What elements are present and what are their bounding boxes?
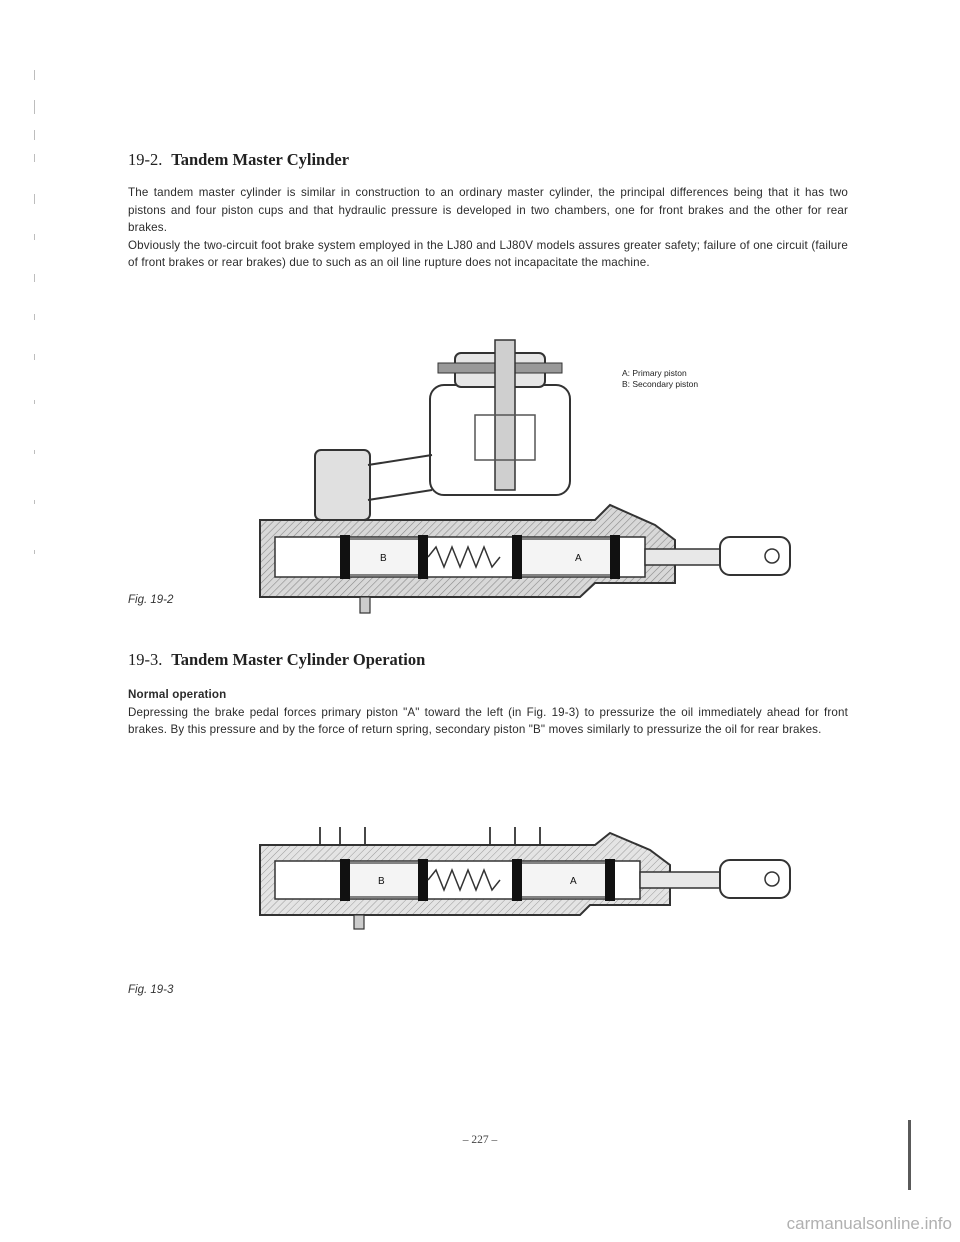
figure-19-3-label-b: B [378,876,385,887]
legend-primary-piston: A: Primary piston [622,368,687,378]
page-number: – 227 – [462,1134,498,1146]
piston-cup [418,859,428,901]
primary-piston [518,863,613,897]
section-19-3-number: 19-3. [128,650,163,669]
figure-19-3-diagram [250,815,810,940]
section-19-3-heading [128,650,425,670]
piston-cup [418,535,428,579]
section-19-2-title: Tandem Master Cylinder [171,150,350,169]
piston-cup [340,535,350,579]
primary-piston [518,539,618,575]
figure-19-2-label-b: B [380,553,387,564]
section-19-3-subheading: Normal operation [128,688,227,701]
figure-19-2-label-a: A [575,553,582,564]
binding-rule [908,1120,911,1190]
section-19-2-paragraph-1: The tandem master cylinder is similar in construction to an ordinary master cylinder, the principal differences being that it has two pistons and four piston cups and that hydraulic pressure is developed in two chambers, one for front brakes and the other for rear brakes. [128,186,848,234]
piston-cup [610,535,620,579]
legend-secondary-piston: B: Secondary piston [622,379,699,389]
section-19-3-paragraph: Depressing the brake pedal forces primary piston "A" toward the left (in Fig. 19-3) to pressurize the oil immediately ahead for front brakes. By this pressure and by the force of return spring, secondary piston "B" moves similarly to pressurize the oil for rear brakes. [128,705,848,736]
section-19-3-body [128,686,848,739]
section-19-2-heading [128,150,349,170]
section-19-3-title: Tandem Master Cylinder Operation [171,650,426,669]
piston-cup [340,859,350,901]
bleeder-screw [360,597,370,613]
section-19-2-body [128,184,848,272]
piston-cup [605,859,615,901]
piston-cup [512,859,522,901]
piston-cup [512,535,522,579]
scan-edge-marks [34,70,38,630]
figure-19-2-legend [622,368,698,390]
secondary-piston [345,863,425,897]
figure-19-3-caption: Fig. 19-3 [128,984,174,996]
bleeder-screw [354,915,364,929]
figure-19-2-caption: Fig. 19-2 [128,594,174,606]
section-19-2-paragraph-2: Obviously the two-circuit foot brake system employed in the LJ80 and LJ80V models assures greater safety; failure of one circuit (failure of front brakes or rear brakes) due to such as an oil line rupture does not incapacitate the machine. [128,238,848,269]
section-19-2-number: 19-2. [128,150,163,169]
secondary-reservoir [315,450,370,520]
watermark: carmanualsonline.info [786,1214,952,1233]
figure-19-3-label-a: A [570,876,577,887]
figure-19-2-diagram [250,325,810,620]
